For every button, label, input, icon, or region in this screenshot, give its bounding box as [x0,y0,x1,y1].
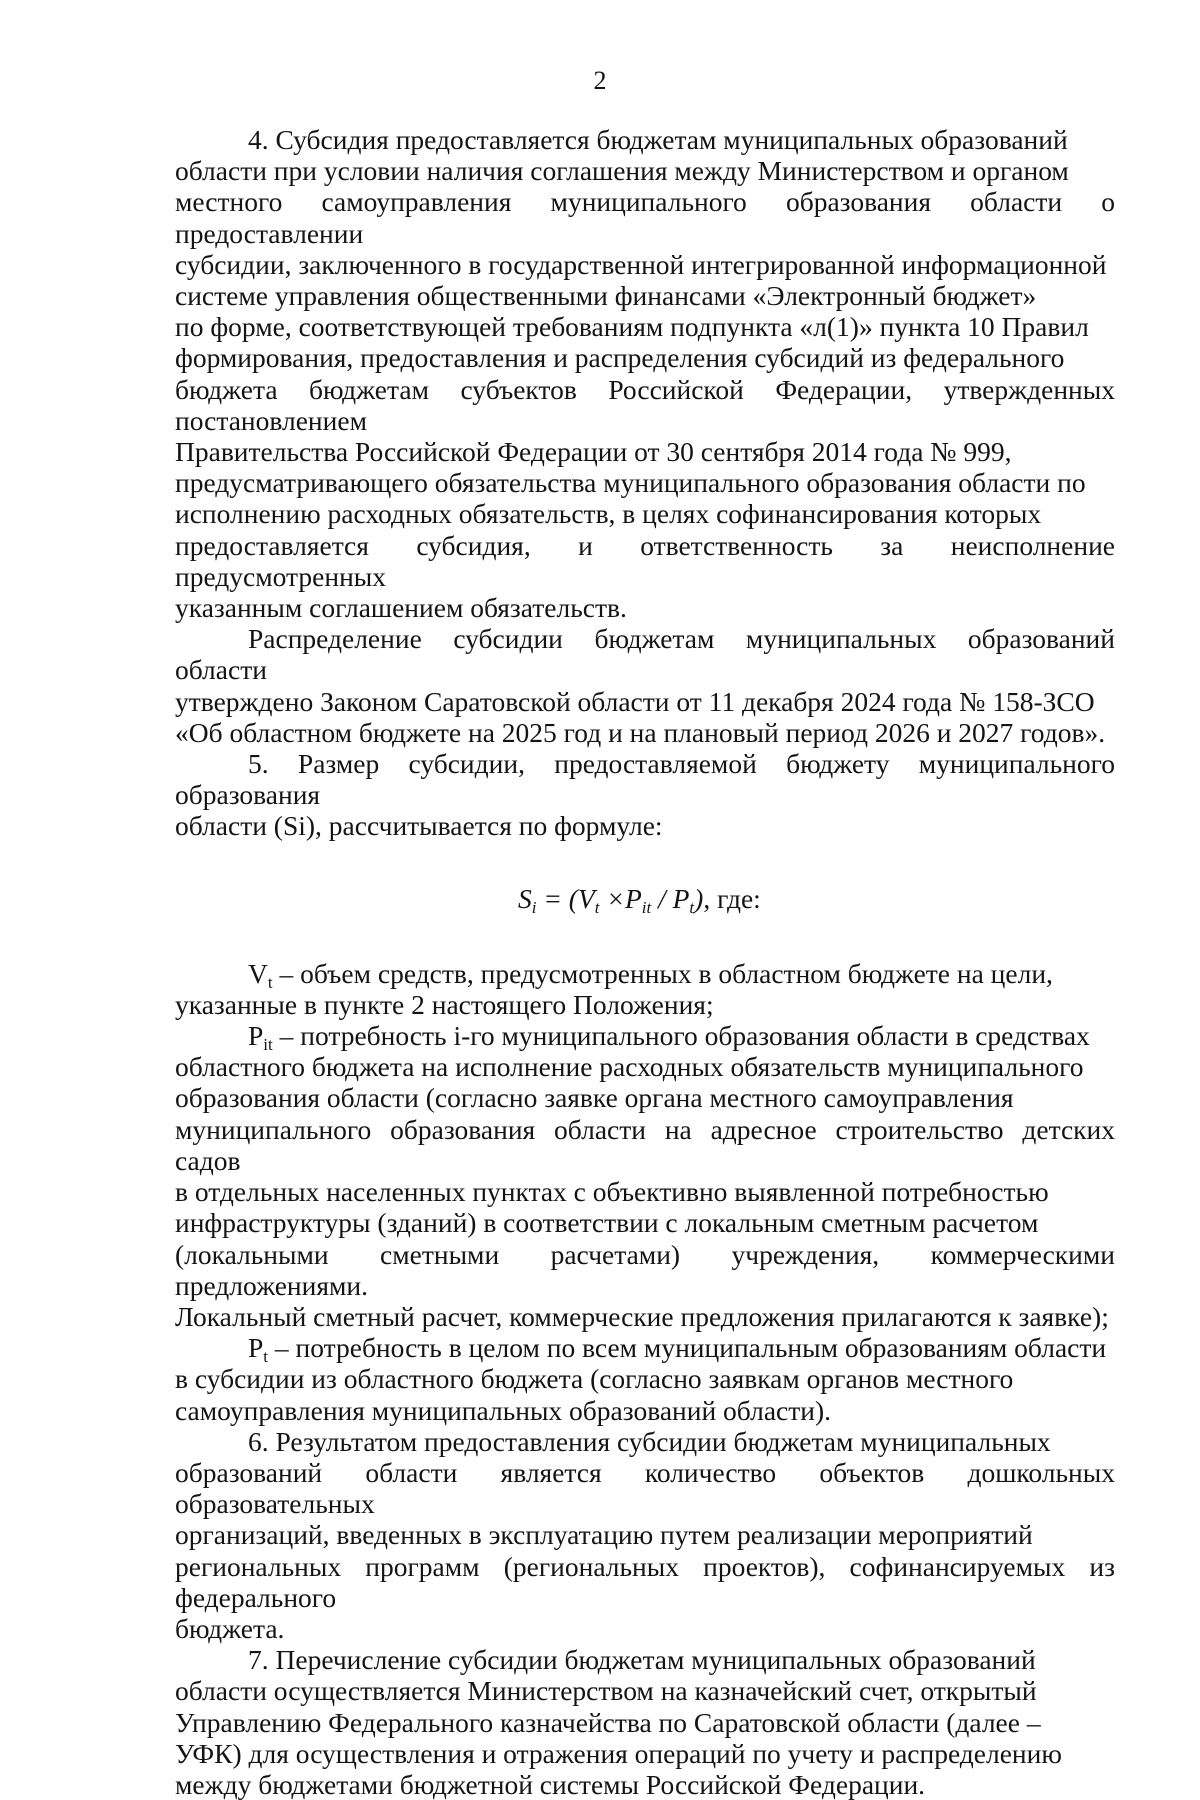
paragraph-7: 7. Перечисление субсидии бюджетам муниципальных образований области осуществляется Министерством на казначейский счет, открытый Управлению Федерального казначейства по Саратовской области (далее – УФК) для осуществления и отражения операций по учету и распределению между бюджетами бюджетной системы Российской Федерации. [175,1644,1062,1800]
paragraph-5: 5. Размер субсидии, предоставляемой бюджету муниципального образования области (Si), рассчитывается по формуле: [175,748,1115,842]
paragraph-4: 4. Субсидия предоставляется бюджетам муниципальных образований области при условии наличия соглашения между Министерством и органом местного самоуправления муниципального образования области о предоставлении субсидии, заключенного в государственной интегрированной информационной системе управления общественными финансами «Электронный бюджет» по форме, соответствующей требованиям подпункта «л(1)» пункта 10 Правил формирования, предоставления и распределения субсидий из федерального бюджета бюджетам субъектов Российской Федерации, утвержденных постановлением Правительства Российской Федерации от 30 сентября 2014 года № 999, предусматривающего обязательства муниципального образования области по исполнению расходных обязательств, в целях софинансирования которых предоставляется субсидия, и ответственность за неисполнение предусмотренных указанным соглашением обязательств. [175,124,1115,624]
formula-v: V [577,882,595,914]
definition-vt-symbol: V [248,957,268,989]
formula-eq-open: = ( [536,882,578,914]
formula-s-sub: i [531,897,537,917]
definition-pt [175,1332,1115,1426]
definition-pit-sub: it [263,1035,273,1055]
formula-p-it: P [624,882,642,914]
definition-pt-sub: t [263,1347,269,1367]
formula-p-it-sub: it [641,897,652,917]
formula-s: S [518,882,532,914]
definition-vt-sub: t [267,972,273,992]
formula-times: × [599,882,625,914]
formula-slash: / [651,882,673,914]
definition-pit [175,1020,1115,1332]
definition-pit-symbol: P [248,1020,264,1052]
paragraph-4-distribution: Распределение субсидии бюджетам муниципальных образований области утверждено Законом Саратовской области от 11 декабря 2024 года № 158-ЗСО «Об областном бюджете на 2025 год и на плановый период 2026 и 2027 годов». [175,623,1115,748]
formula-suffix: , где: [703,882,761,914]
definition-vt-text: – объем средств, предусмотренных в областном бюджете на цели, указанные в пункте 2 настоящего Положения; [175,957,1053,1020]
formula-close: ) [694,882,704,914]
formula-p-t: P [672,882,690,914]
document-body [175,124,1115,1800]
definition-pit-text: – потребность i-го муниципального образования области в средствах областного бюджета на исполнение расходных обязательств муниципального образования области (согласно заявке органа местного самоуправления муниципального образования области на адресное строительство детских садов в отдельных населенных пунктах с объективно выявленной потребностью инфраструктуры (зданий) в соответствии с локальным сметным расчетом (локальными сметными расчетами) учреждения, коммерческими предложениями. Локальный сметный расчет, коммерческие предложения прилагаются к заявке); [175,1020,1115,1332]
page-number: 2 [593,66,607,95]
definition-pt-symbol: P [248,1332,264,1364]
formula-p-t-sub: t [689,897,695,917]
formula-v-sub: t [594,897,600,917]
definition-vt [175,958,1115,1020]
subsidy-formula [175,882,1115,916]
paragraph-6: 6. Результатом предоставления субсидии бюджетам муниципальных образований области является количество объектов дошкольных образовательных организаций, введенных в эксплуатацию путем реализации мероприятий региональных программ (региональных проектов), софинансируемых из федерального бюджета. [175,1425,1115,1644]
definition-pt-text: – потребность в целом по всем муниципальным образованиям области в субсидии из областного бюджета (согласно заявкам органов местного самоуправления муниципальных образований области). [175,1332,1107,1426]
